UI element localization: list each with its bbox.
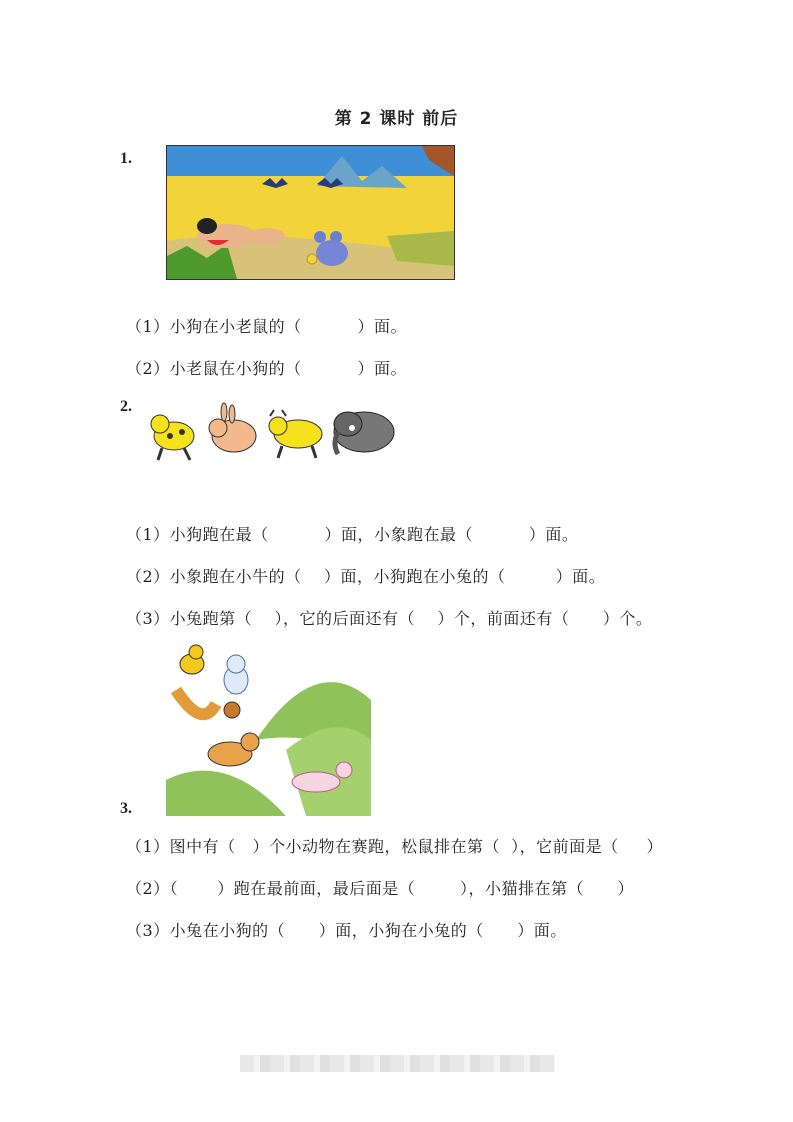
question-2-item-1: （1）小狗跑在最（ ）面，小象跑在最（ ）面。 [126, 525, 579, 544]
duck-icon [180, 645, 204, 674]
question-1-illustration [166, 145, 455, 280]
squirrel-icon [176, 690, 240, 718]
question-3-number: 3. [120, 800, 132, 817]
question-3-item-1: （1）图中有（ ）个小动物在赛跑，松鼠排在第（ ），它前面是（ ） [126, 837, 664, 856]
rabbit-icon [209, 403, 256, 452]
question-1-item-2: （2）小老鼠在小狗的（ ）面。 [126, 359, 408, 378]
question-1-number: 1. [120, 150, 132, 167]
cat-icon [224, 655, 248, 694]
page-title: 第 2 课时 前后 [334, 109, 459, 129]
question-3-item-2: （2）（ ）跑在最前面，最后面是（ ），小猫排在第（ ） [126, 879, 634, 898]
question-2-item-2: （2）小象跑在小牛的（ ）面，小狗跑在小兔的（ ）面。 [126, 567, 606, 586]
question-2-animal-row [148, 402, 400, 464]
blurred-footer-watermark [240, 1055, 555, 1072]
question-2-item-3: （3）小兔跑第（ ），它的后面还有（ ）个，前面还有（ ）个。 [126, 609, 653, 628]
question-3-item-3: （3）小兔在小狗的（ ）面，小狗在小兔的（ ）面。 [126, 921, 567, 940]
question-3-illustration [166, 640, 371, 816]
question-1-item-1: （1）小狗在小老鼠的（ ）面。 [126, 317, 408, 336]
question-2-number: 2. [120, 398, 132, 415]
dog-icon [208, 733, 259, 766]
dog-icon [151, 415, 194, 460]
elephant-icon [334, 412, 394, 454]
cow-icon [269, 410, 322, 458]
